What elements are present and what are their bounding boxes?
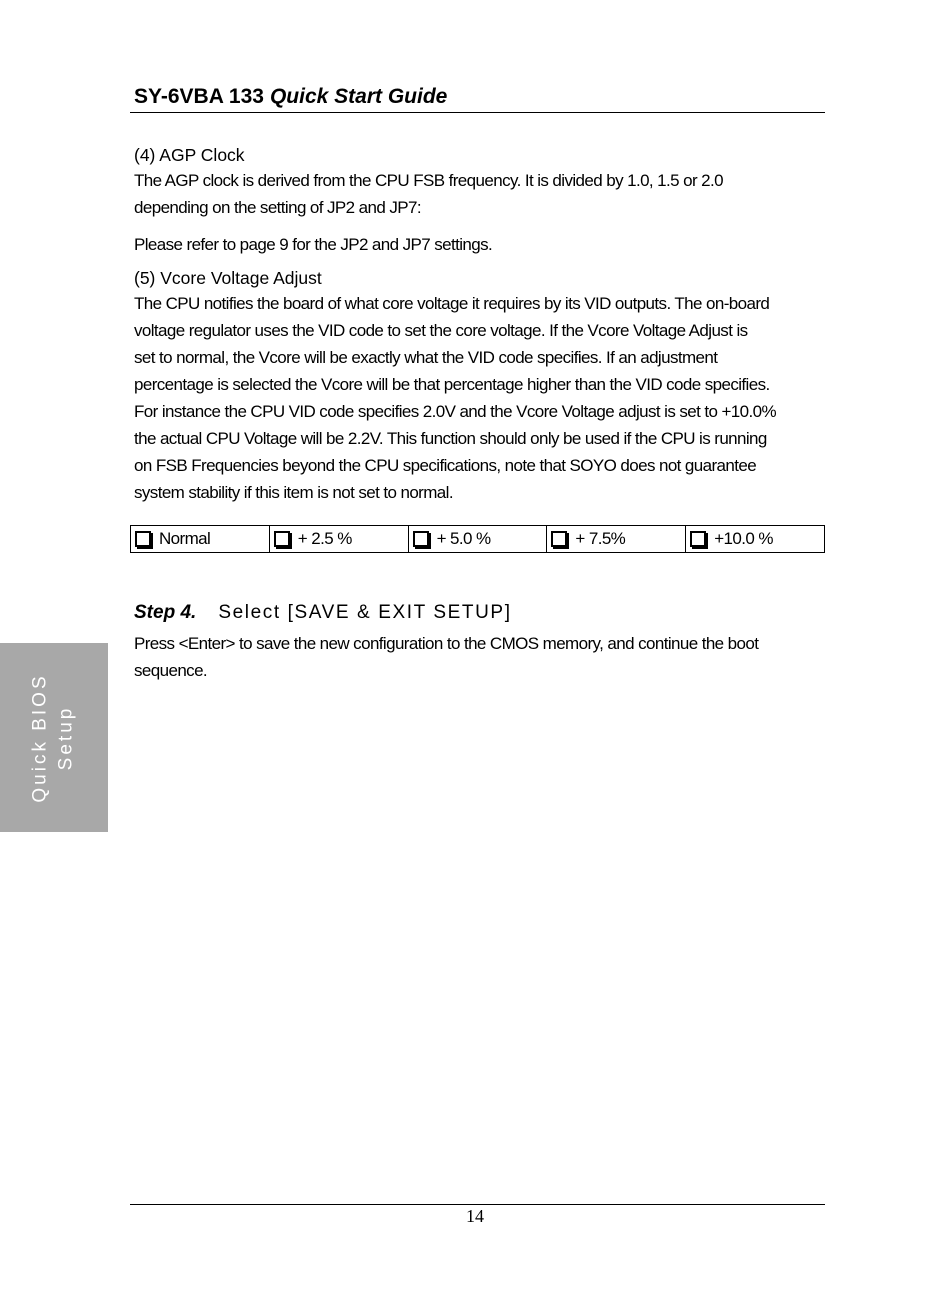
- vcore-line: percentage is selected the Vcore will be that percentage higher than the VID code specifies.: [134, 375, 770, 394]
- header-rule: [130, 112, 825, 113]
- checkbox-icon: [413, 531, 429, 547]
- option-label: + 5.0 %: [436, 529, 491, 548]
- option-cell: [547, 526, 686, 552]
- option-label: + 7.5%: [575, 529, 626, 548]
- agp-clock-title: (4) AGP Clock: [134, 145, 245, 165]
- agp-clock-line: The AGP clock is derived from the CPU FSB frequency. It is divided by 1.0, 1.5 or 2.0: [134, 171, 723, 190]
- vcore-line: For instance the CPU VID code specifies 2.0V and the Vcore Voltage adjust is set to +10.0%: [134, 402, 776, 421]
- main-content: [134, 143, 824, 506]
- vcore-line: on FSB Frequencies beyond the CPU specifications, note that SOYO does not guarantee: [134, 456, 757, 475]
- vcore-line: The CPU notifies the board of what core voltage it requires by its VID outputs. The on-board: [134, 294, 770, 313]
- step-line: Press <Enter> to save the new configuration to the CMOS memory, and continue the boot: [134, 634, 759, 653]
- checkbox-icon: [135, 531, 151, 547]
- page-header: [134, 84, 824, 110]
- vcore-line: system stability if this item is not set to normal.: [134, 483, 453, 502]
- step-line: sequence.: [134, 661, 208, 680]
- step-action: Select [SAVE & EXIT SETUP]: [218, 602, 512, 623]
- agp-clock-note: Please refer to page 9 for the JP2 and JP7 settings.: [134, 235, 493, 254]
- option-label: + 2.5 %: [297, 529, 352, 548]
- side-tab-line: Setup: [56, 705, 77, 770]
- vcore-line: set to normal, the Vcore will be exactly what the VID code specifies. If an adjustment: [134, 348, 718, 367]
- option-cell: [686, 526, 824, 552]
- option-label: +10.0 %: [714, 529, 773, 548]
- step-heading: [134, 600, 824, 626]
- agp-clock-line: depending on the setting of JP2 and JP7:: [134, 198, 421, 217]
- side-tab-label: [28, 673, 80, 802]
- side-tab: [0, 643, 108, 832]
- option-cell: [409, 526, 548, 552]
- vcore-line: voltage regulator uses the VID code to set the core voltage. If the Vcore Voltage Adjust is: [134, 321, 748, 340]
- vcore-options-table: [130, 525, 825, 553]
- option-cell: [270, 526, 409, 552]
- checkbox-icon: [274, 531, 290, 547]
- header-title: Quick Start Guide: [269, 85, 448, 108]
- footer-rule: [130, 1204, 825, 1205]
- vcore-line: the actual CPU Voltage will be 2.2V. This function should only be used if the CPU is running: [134, 429, 767, 448]
- checkbox-icon: [551, 531, 567, 547]
- step-description: [134, 630, 824, 684]
- page-number: 14: [466, 1206, 484, 1226]
- option-cell: [131, 526, 270, 552]
- header-model: SY-6VBA 133: [134, 85, 264, 108]
- checkbox-icon: [690, 531, 706, 547]
- step-label: Step 4.: [134, 602, 197, 623]
- option-label: Normal: [159, 529, 211, 548]
- side-tab-line: Quick BIOS: [30, 672, 51, 803]
- vcore-title: (5) Vcore Voltage Adjust: [134, 268, 322, 288]
